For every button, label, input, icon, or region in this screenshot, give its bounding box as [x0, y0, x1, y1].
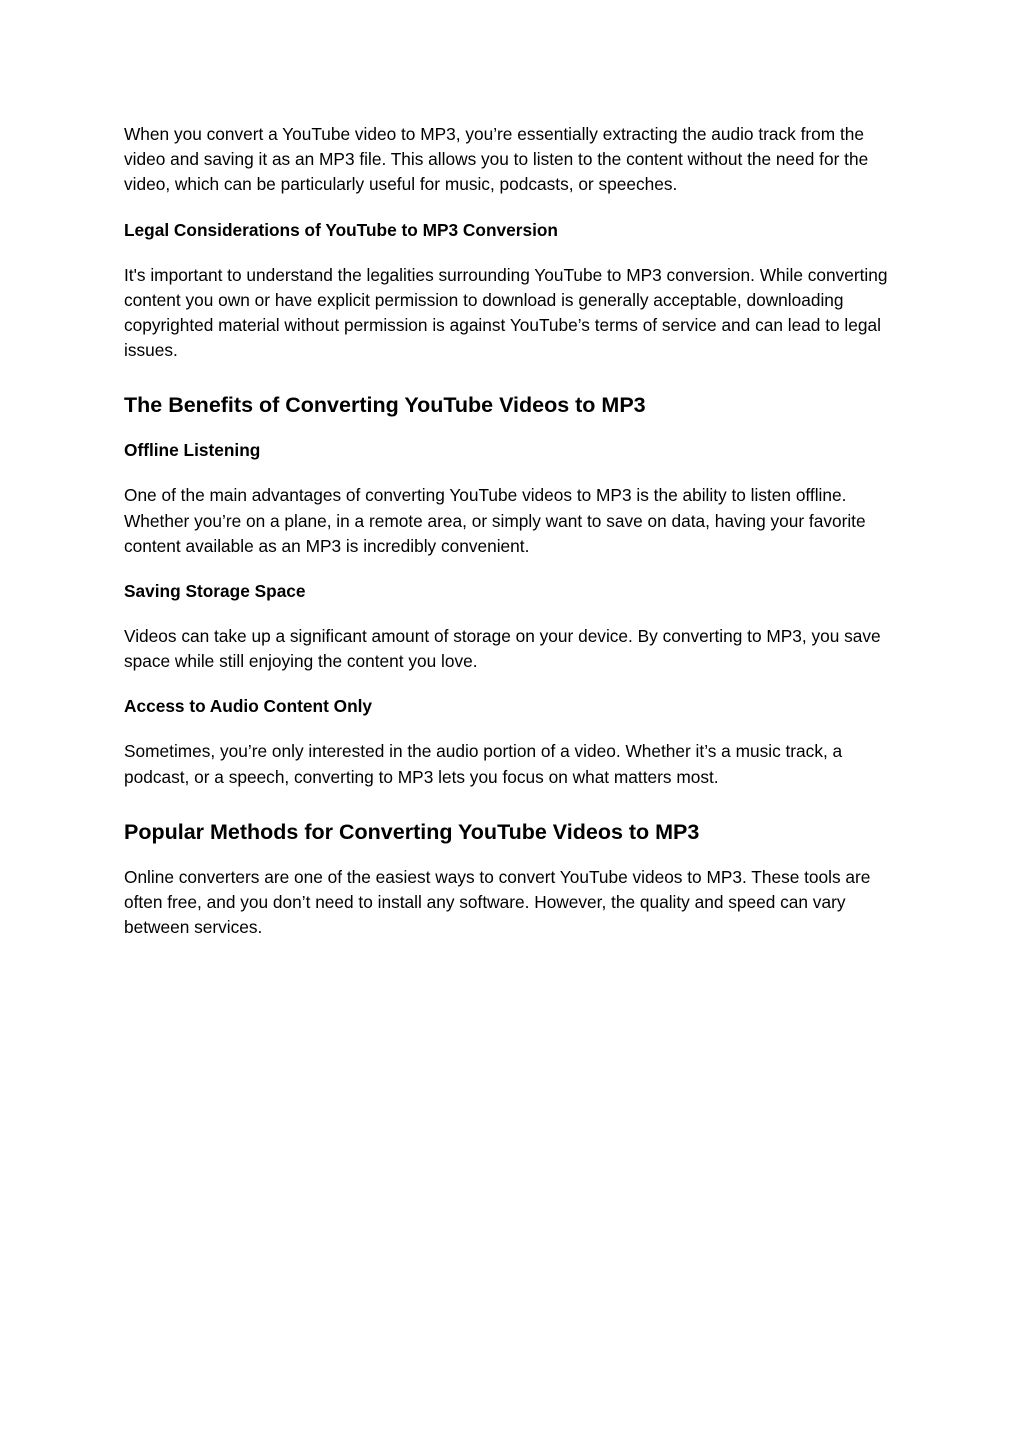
offline-listening-paragraph: One of the main advantages of converting YouTube videos to MP3 is the ability to listen offline. Whether you’re on a plane, in a remote area, or simply want to save on data, having your favorite content available as an MP3 is incredibly convenient.: [124, 485, 866, 556]
benefits-section-heading: The Benefits of Converting YouTube Videos to MP3: [124, 393, 646, 418]
audio-only-heading: Access to Audio Content Only: [124, 696, 373, 717]
methods-section-heading: Popular Methods for Converting YouTube Videos to MP3: [124, 819, 700, 844]
saving-storage-paragraph: Videos can take up a significant amount of storage on your device. By converting to MP3, you save space while still enjoying the content you love.: [124, 626, 881, 672]
legal-considerations-heading: Legal Considerations of YouTube to MP3 Conversion: [124, 219, 558, 240]
offline-listening-heading: Offline Listening: [124, 440, 261, 461]
audio-only-paragraph: Sometimes, you’re only interested in the audio portion of a video. Whether it’s a music track, a podcast, or a speech, converting to MP3 lets you focus on what matters most.: [124, 741, 843, 787]
saving-storage-heading: Saving Storage Space: [124, 581, 306, 602]
document-page: [124, 122, 899, 940]
methods-paragraph: Online converters are one of the easiest ways to convert YouTube videos to MP3. These tools are often free, and you don’t need to install any software. However, the quality and speed can vary between services.: [124, 866, 871, 938]
intro-paragraph: When you convert a YouTube video to MP3, you’re essentially extracting the audio track from the video and saving it as an MP3 file. This allows you to listen to the content without the need for the video, which can be particularly useful for music, podcasts, or speeches.: [124, 124, 869, 195]
legal-considerations-paragraph: It's important to understand the legalities surrounding YouTube to MP3 conversion. While converting content you own or have explicit permission to download is generally acceptable, downloading copyrighted material without permission is against YouTube’s terms of service and can lead to legal issues.: [124, 264, 888, 361]
